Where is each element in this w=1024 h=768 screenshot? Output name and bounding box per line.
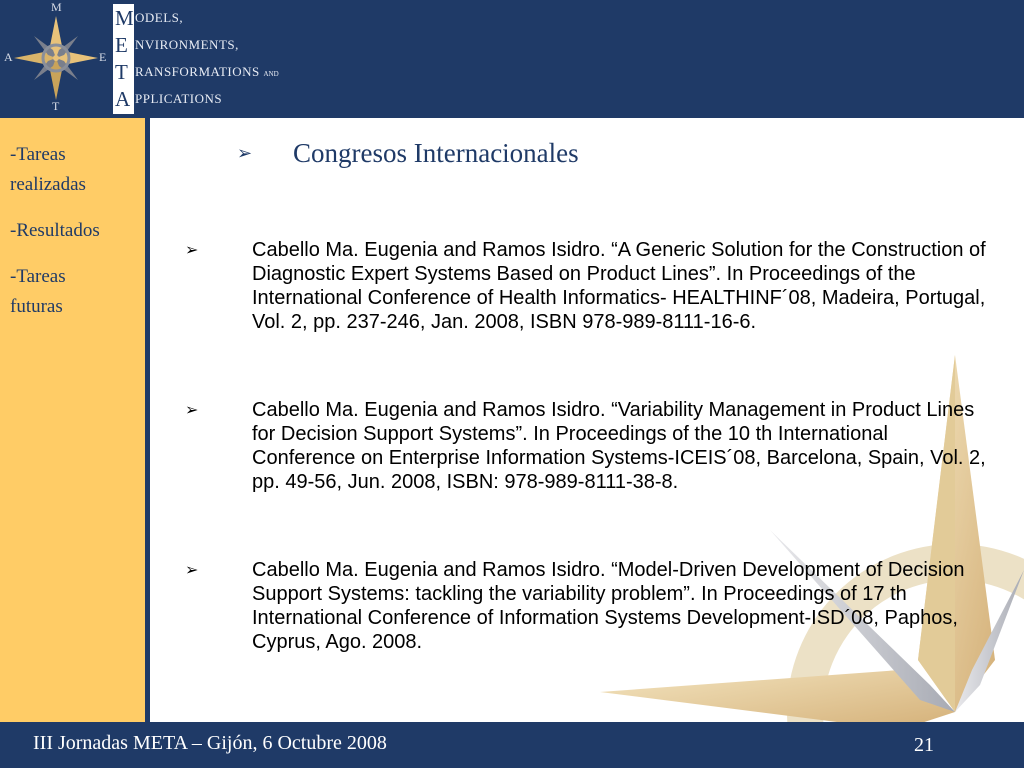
- reference-item: [185, 238, 995, 334]
- bullet-arrow-icon: ➢: [185, 240, 199, 259]
- footer-bar: [0, 722, 1024, 768]
- compass-label-north: M: [51, 0, 62, 14]
- reference-item: [185, 398, 995, 494]
- title-arrow-icon: ➢: [237, 143, 253, 164]
- reference-text: Cabello Ma. Eugenia and Ramos Isidro. “A Generic Solution for the Construction of Diagnostic Expert Systems Based on Product Lines”. In Proceedings of the International Conference of Health Informatics- HEALTHINF´08, Madeira, Portugal, Vol. 2, pp. 237-246, Jan. 2008, ISBN 978-989-8111-16-6.: [252, 239, 986, 333]
- acronym-word-and: AND: [263, 70, 279, 78]
- slide-title: [237, 138, 579, 169]
- acronym-word-environments: NVIRONMENTS,: [135, 37, 239, 52]
- slide-title-text: Congresos Internacionales: [293, 138, 579, 168]
- bullet-arrow-icon: ➢: [185, 400, 199, 419]
- acronym-word-models: ODELS,: [135, 10, 184, 25]
- reference-text: Cabello Ma. Eugenia and Ramos Isidro. “Variability Management in Product Lines for Decision Support Systems”. In Proceedings of the 10 th International Conference on Enterprise Information Systems-ICEIS´08, Barcelona, Spain, Vol. 2, pp. 49-56, Jun. 2008, ISBN: 978-989-8111-38-8.: [252, 399, 986, 493]
- acronym-letter-t: T: [115, 60, 128, 84]
- meta-acronym-column: [113, 4, 134, 114]
- compass-label-west: A: [4, 50, 13, 64]
- sidebar: [0, 118, 145, 722]
- bullet-arrow-icon: ➢: [185, 560, 199, 579]
- acronym-word-applications: PPLICATIONS: [135, 91, 223, 106]
- reference-text: Cabello Ma. Eugenia and Ramos Isidro. “Model-Driven Development of Decision Support Systems: tackling the variability problem”. In Proceedings of 17 th International Conference of Information Systems Development-ISD´08, Paphos, Cyprus, Ago. 2008.: [252, 559, 965, 653]
- reference-item: [185, 558, 995, 654]
- compass-label-east: E: [99, 50, 107, 64]
- page-number: 21: [914, 734, 934, 756]
- acronym-letter-e: E: [115, 33, 128, 57]
- compass-logo: [0, 0, 112, 118]
- acronym-letter-a: A: [115, 87, 131, 111]
- sidebar-item-tareas-realizadas[interactable]: -Tareas realizadas: [10, 144, 86, 195]
- acronym-letter-m: M: [115, 6, 134, 30]
- acronym-word-transformations: RANSFORMATIONS AND: [135, 64, 279, 79]
- compass-label-south: T: [52, 99, 60, 113]
- sidebar-item-tareas-futuras[interactable]: -Tareas futuras: [10, 266, 66, 317]
- sidebar-item-resultados[interactable]: -Resultados: [10, 220, 100, 241]
- header-bar: [0, 0, 1024, 118]
- sidebar-divider: [145, 118, 150, 722]
- footer-event-text: III Jornadas META – Gijón, 6 Octubre 2008: [33, 732, 387, 754]
